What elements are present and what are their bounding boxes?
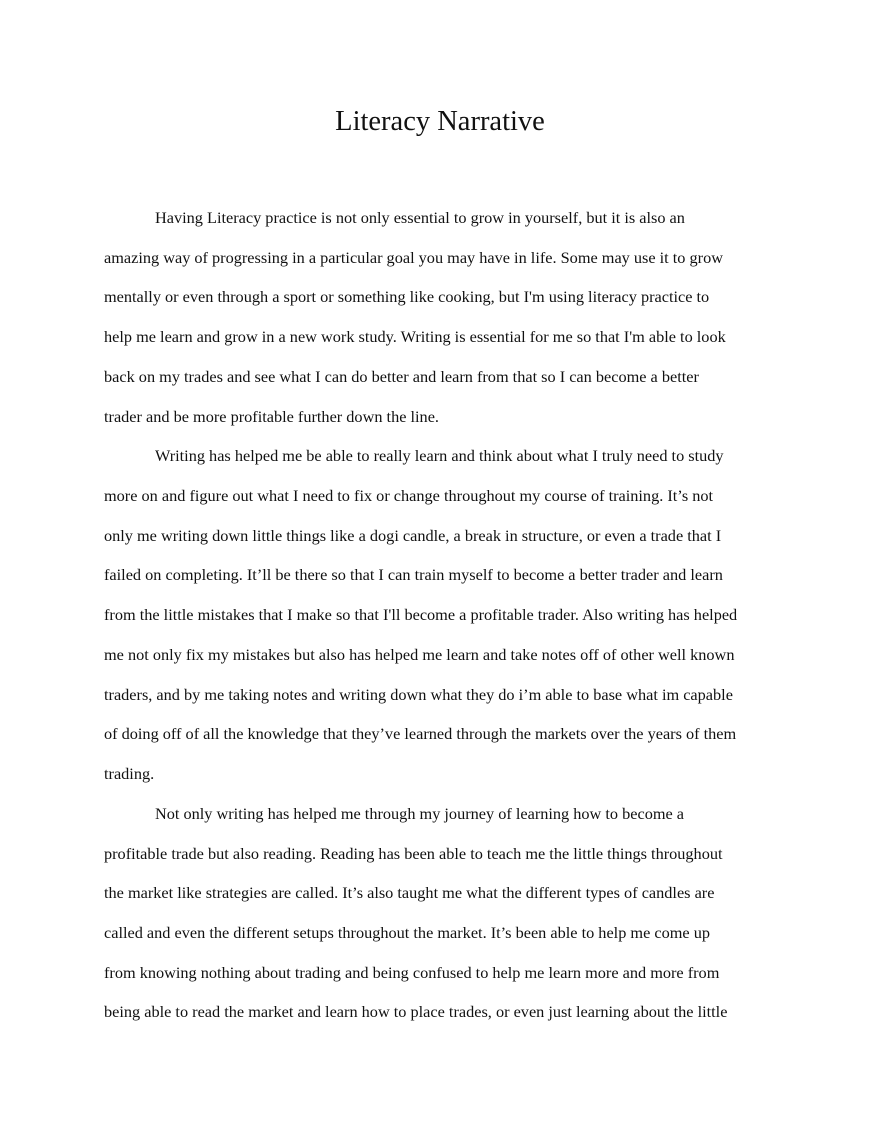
text-line: back on my trades and see what I can do better and learn from that so I can become a better <box>104 366 699 386</box>
text-line: called and even the different setups throughout the market. It’s been able to help me come up <box>104 922 710 942</box>
document-body <box>104 198 804 1032</box>
text-line: Not only writing has helped me through my journey of learning how to become a <box>155 803 685 823</box>
paragraph-2 <box>104 436 804 793</box>
text-line: Having Literacy practice is not only essential to grow in yourself, but it is also an <box>155 208 685 227</box>
text-line: more on and figure out what I need to fix or change throughout my course of training. It’s not <box>104 486 714 506</box>
text-line: being able to read the market and learn how to place trades, or even just learning about the little <box>104 1002 728 1022</box>
text-line: trading. <box>104 764 155 784</box>
text-line: only me writing down little things like a dogi candle, a break in structure, or even a trade that I <box>104 525 722 545</box>
text-line: profitable trade but also reading. Reading has been able to teach me the little things throughout <box>104 843 723 863</box>
text-line: mentally or even through a sport or something like cooking, but I'm using literacy practice to <box>104 287 710 307</box>
paragraph-1 <box>104 198 804 436</box>
text-line: failed on completing. It’ll be there so that I can train myself to become a better trader and learn <box>104 565 723 585</box>
text-line: help me learn and grow in a new work study. Writing is essential for me so that I'm able to look <box>104 327 726 347</box>
text-line: traders, and by me taking notes and writing down what they do i’m able to base what im capable <box>104 684 733 704</box>
text-line: of doing off of all the knowledge that they’ve learned through the markets over the years of them <box>104 724 737 744</box>
document-title: Literacy Narrative <box>335 106 545 137</box>
text-line: Writing has helped me be able to really learn and think about what I truly need to study <box>155 446 724 466</box>
paragraph-3 <box>104 794 804 1032</box>
text-line: from knowing nothing about trading and being confused to help me learn more and more from <box>104 962 720 982</box>
text-line: me not only fix my mistakes but also has helped me learn and take notes off of other well known <box>104 644 735 664</box>
text-line: amazing way of progressing in a particular goal you may have in life. Some may use it to grow <box>104 247 723 267</box>
text-line: trader and be more profitable further down the line. <box>104 406 439 426</box>
text-line: from the little mistakes that I make so that I'll become a profitable trader. Also writing has helped <box>104 605 738 625</box>
text-line: the market like strategies are called. It’s also taught me what the different types of candles are <box>104 883 715 903</box>
